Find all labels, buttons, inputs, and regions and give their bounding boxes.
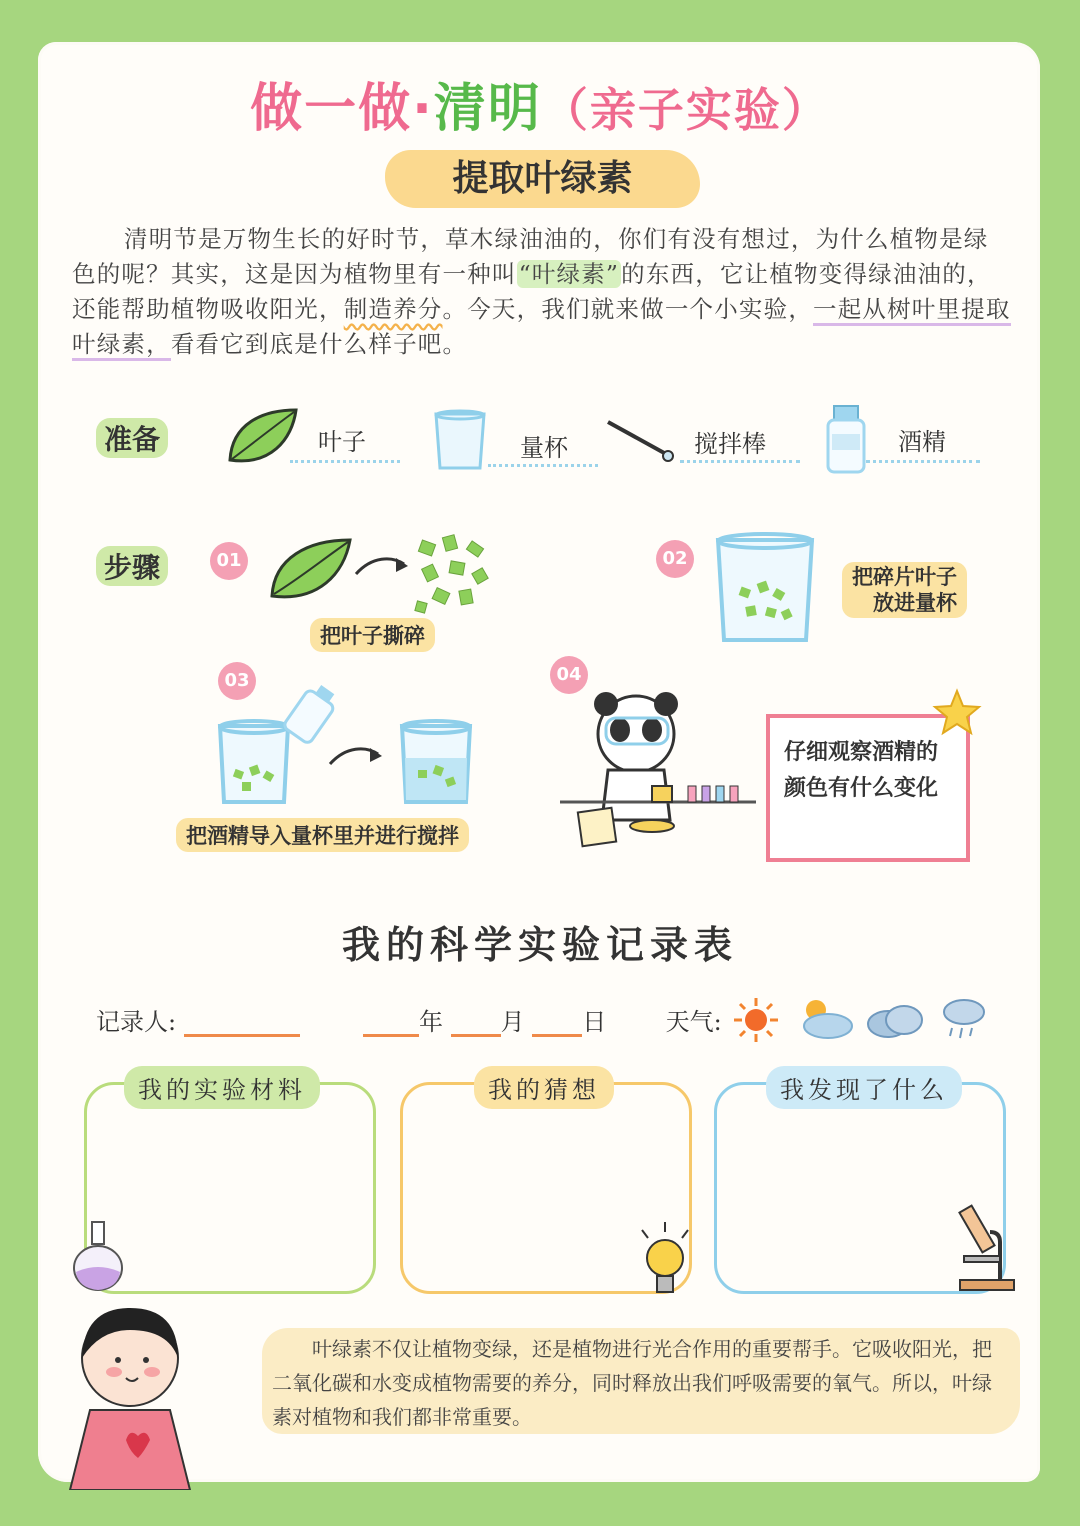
alcohol-bottle-icon [272,684,348,746]
leaf-icon [266,534,356,606]
findings-label: 我发现了什么 [766,1066,962,1109]
stir-rod-icon [604,418,676,464]
step-number-2: 02 [656,540,694,578]
step-4-note: 仔细观察酒精的颜色有什么变化 [766,714,970,862]
intro-wavy: 制造养分 [343,295,443,323]
steps-label: 步骤 [96,546,168,586]
arrow-icon [326,742,386,768]
guess-label: 我的猜想 [474,1066,614,1109]
title-dot: · [412,79,434,139]
wave-divider [866,452,980,463]
prepare-item-cup: 量杯 [520,434,568,462]
step-1-text: 把叶子撕碎 [310,618,435,652]
page-title [0,66,1080,141]
intro-underline: 一起从树叶里提取叶绿素， [72,295,1011,361]
wave-divider [488,456,598,467]
materials-box[interactable] [84,1082,376,1294]
recorder-label: 记录人: [96,1008,177,1036]
cup-with-leaves-icon [712,528,818,646]
intro-text-4: 看看它到底是什么样子吧。 [170,330,468,358]
month-label: 月 [500,1008,525,1036]
step-3-text: 把酒精导入量杯里并进行搅拌 [176,818,469,852]
recorder-blank[interactable] [184,1034,300,1037]
day-blank[interactable] [532,1034,582,1037]
step-2-text [842,562,967,618]
girl-illustration [40,1300,240,1490]
day-label: 日 [582,1008,607,1036]
rain-icon[interactable] [940,996,988,1046]
materials-label: 我的实验材料 [124,1066,320,1109]
prepare-item-stir-rod: 搅拌棒 [694,430,766,458]
year-label: 年 [419,1008,444,1036]
title-part3: （亲子实验） [541,83,830,137]
cup-with-liquid-icon [396,718,476,806]
lightbulb-icon [632,1220,698,1300]
leaf-pieces-icon [410,532,500,622]
step-2-text-line1: 把碎片叶子 [852,564,957,589]
weather-label: 天气: [665,1008,722,1036]
step-2-text-line2: 放进量杯 [873,590,957,615]
month-blank[interactable] [451,1034,501,1037]
cloudy-icon[interactable] [864,998,926,1042]
step-number-3: 03 [218,662,256,700]
star-icon [932,688,982,736]
step-number-1: 01 [210,542,248,580]
intro-text-2: 的东西，它让植物变得绿油油的，还能帮助植物吸收阳光， [72,260,992,323]
wave-divider [680,452,800,463]
intro-highlight: “叶绿素” [518,260,620,288]
prepare-label: 准备 [96,418,168,458]
intro-text-1: 清明节是万物生长的好时节，草木绿油油的，你们有没有想过，为什么植物是绿色的呢？其实，这是因为植物里有一种叫 [72,225,989,288]
title-part1: 做一做 [250,79,413,139]
experiment-subtitle: 提取叶绿素 [385,150,700,208]
step-number-4: 04 [550,656,588,694]
partly-cloudy-icon[interactable] [796,994,854,1042]
wave-divider [290,452,400,463]
footer-explanation: 叶绿素不仅让植物变绿，还是植物进行光合作用的重要帮手。它吸收阳光，把二氧化碳和水变成植物需要的养分，同时释放出我们呼吸需要的氧气。所以，叶绿素对植物和我们都非常重要。 [262,1328,1020,1434]
alcohol-bottle-icon [824,402,868,476]
sun-icon[interactable] [732,996,780,1044]
panda-scientist-illustration [560,690,756,856]
intro-paragraph [72,222,1012,362]
record-info-row [96,1002,722,1037]
title-part2: 清明 [433,79,542,139]
microscope-icon [950,1192,1024,1294]
cup-icon [430,408,490,474]
flask-icon [70,1218,126,1294]
intro-text-3: 。今天，我们就来做一个小实验， [442,295,814,323]
record-title: 我的科学实验记录表 [341,923,738,967]
year-blank[interactable] [363,1034,419,1037]
prepare-item-alcohol: 酒精 [898,428,946,456]
arrow-icon [352,552,412,578]
prepare-item-leaf: 叶子 [318,428,366,456]
